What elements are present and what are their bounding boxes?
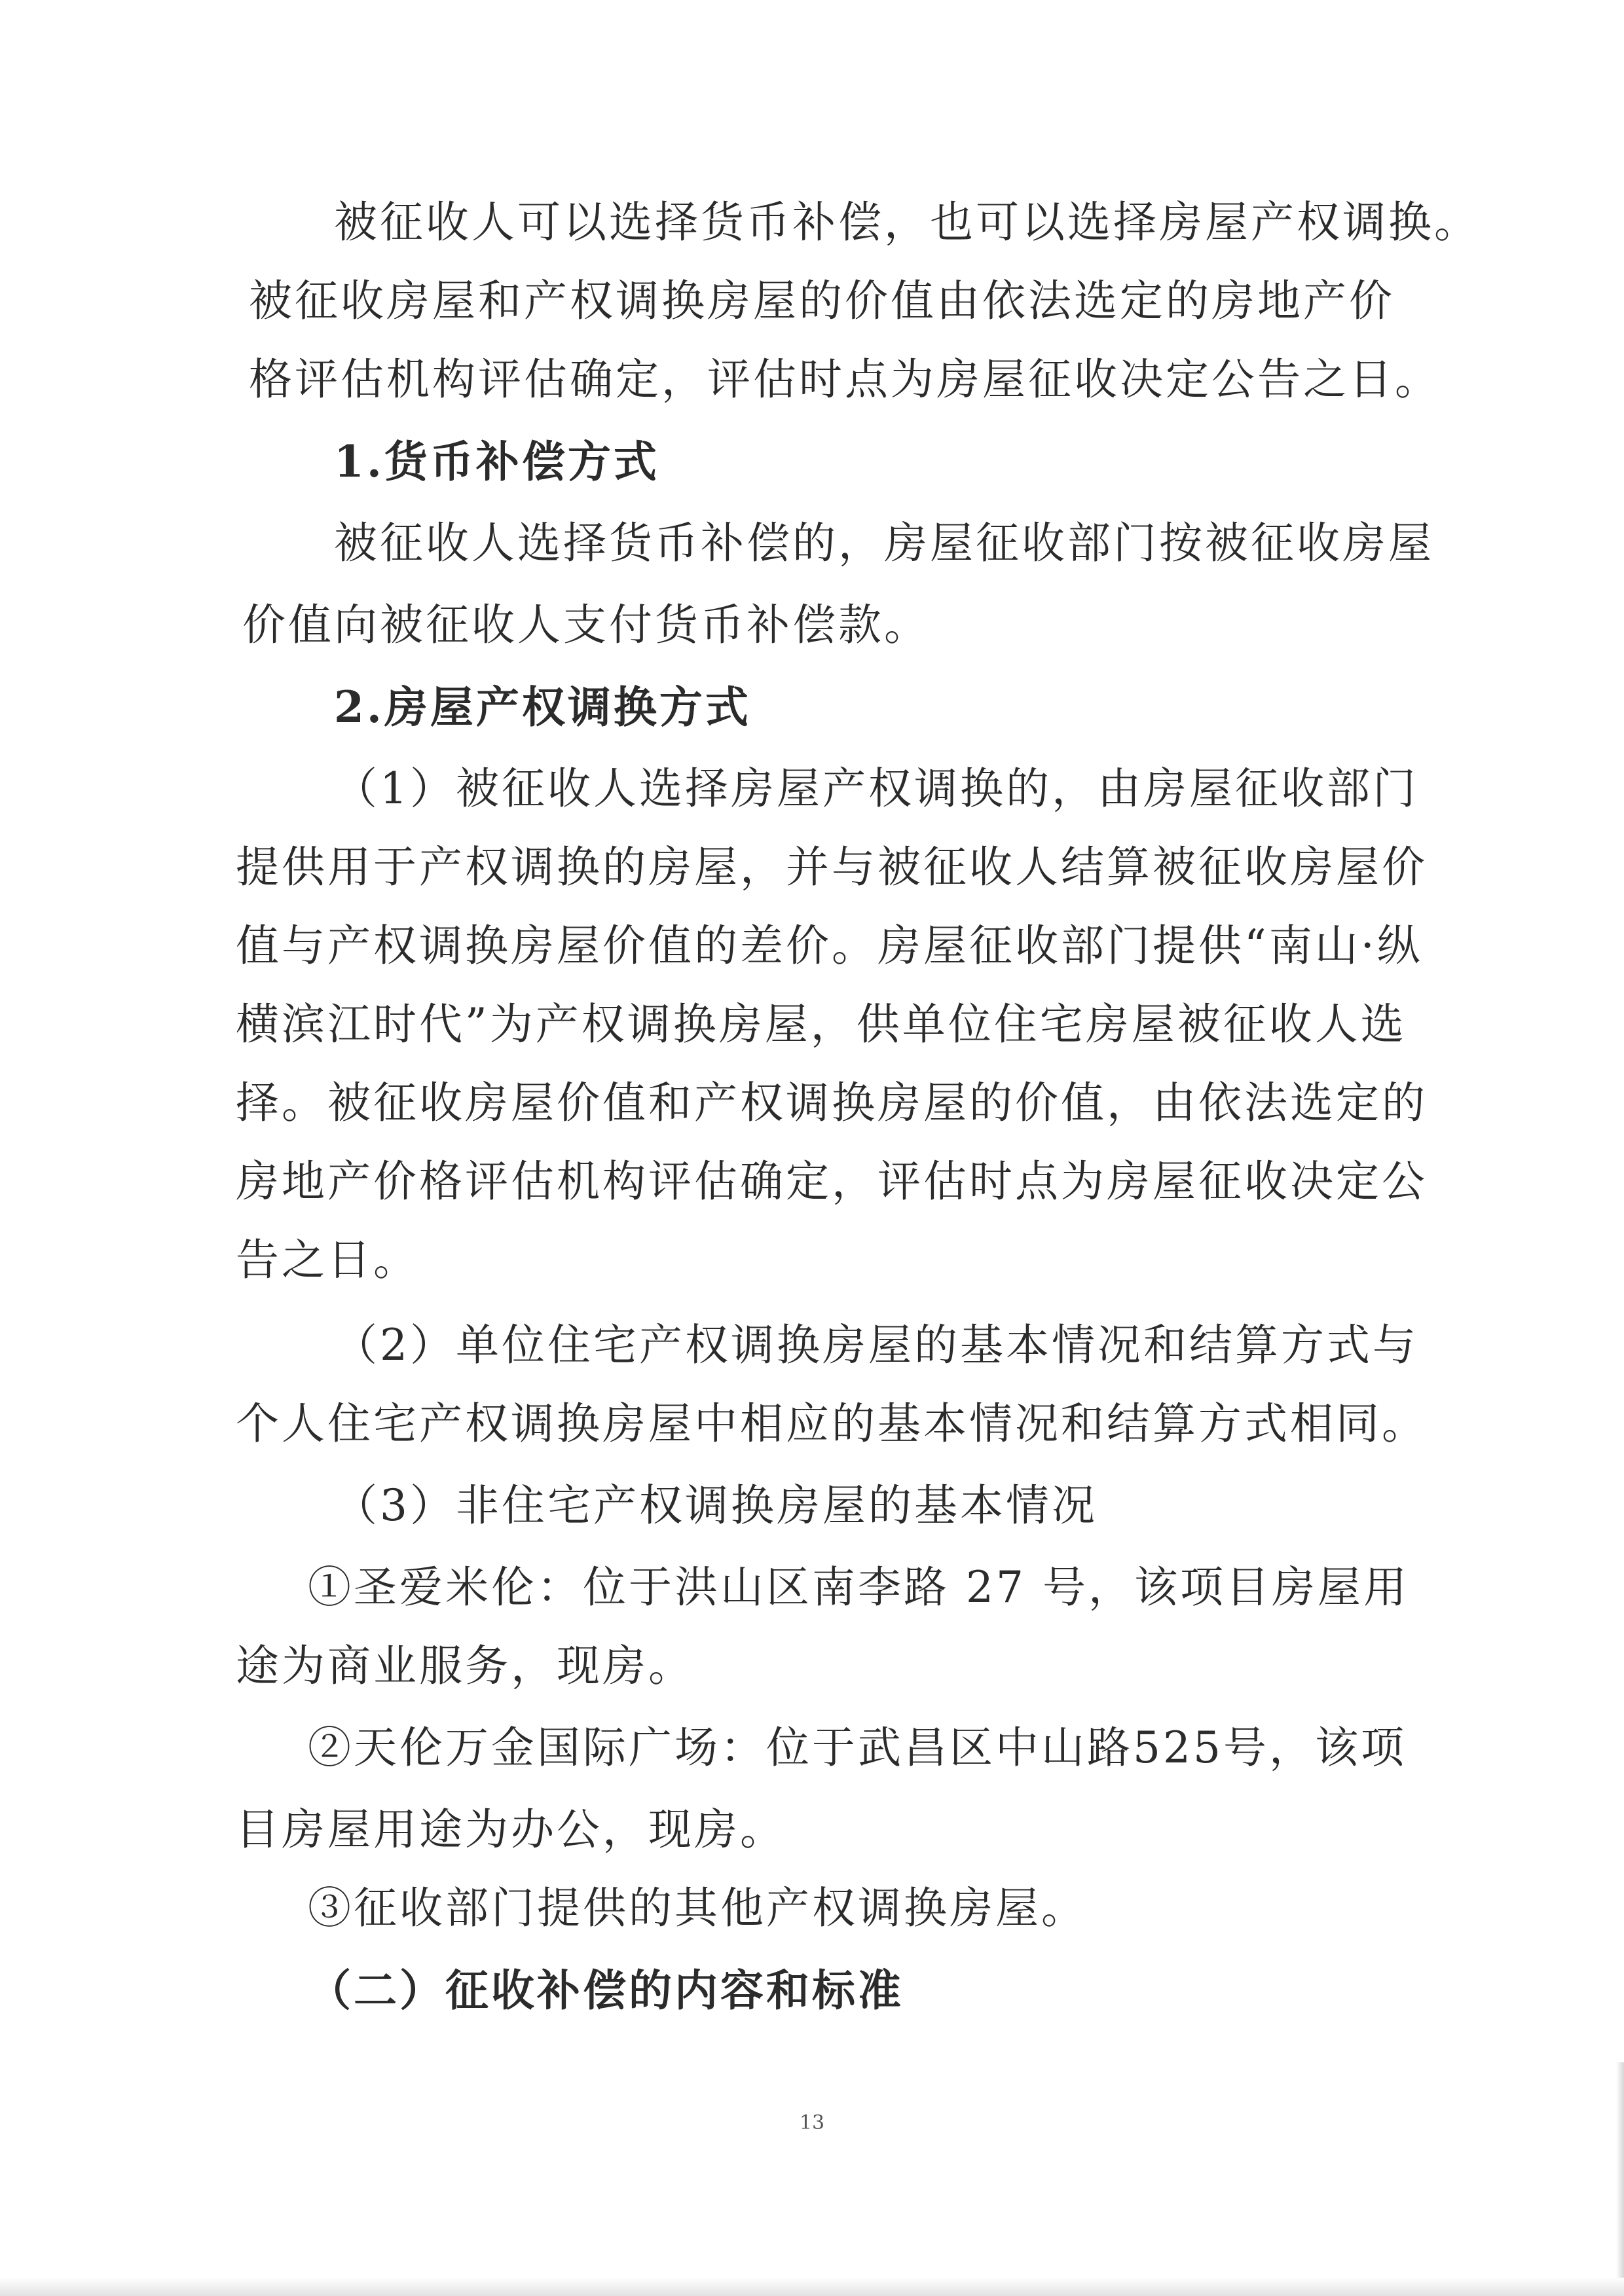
paragraph-line: 个人住宅产权调换房屋中相应的基本情况和结算方式相同。 xyxy=(236,1398,1428,1449)
paragraph-line: 目房屋用途为办公，现房。 xyxy=(236,1804,786,1855)
section-heading-3: （二）征收补偿的内容和标准 xyxy=(308,1965,904,2016)
scan-edge-shadow xyxy=(0,2278,1624,2296)
section-heading-1: 1.货币补偿方式 xyxy=(334,436,659,487)
section-heading-2: 2.房屋产权调换方式 xyxy=(334,682,751,733)
scan-edge-shadow xyxy=(1616,2062,1624,2296)
paragraph-line: 被征收房屋和产权调换房屋的价值由依法选定的房地产价 xyxy=(249,276,1395,326)
paragraph-line: ②天伦万金国际广场：位于武昌区中山路525号，该项 xyxy=(308,1722,1407,1773)
paragraph-line: 格评估机构评估确定，评估时点为房屋征收决定公告之日。 xyxy=(249,354,1441,405)
paragraph-line: ③征收部门提供的其他产权调换房屋。 xyxy=(308,1883,1087,1933)
page-number: 13 xyxy=(799,2111,825,2134)
paragraph-line: 被征收人选择货币补偿的，房屋征收部门按被征收房屋 xyxy=(334,518,1434,568)
paragraph-line: 告之日。 xyxy=(236,1235,419,1285)
paragraph-line: 提供用于产权调换的房屋，并与被征收人结算被征收房屋价 xyxy=(236,842,1428,892)
paragraph-line: （3）非住宅产权调换房屋的基本情况 xyxy=(334,1480,1098,1531)
paragraph-line: 途为商业服务，现房。 xyxy=(236,1641,694,1691)
paragraph-line: ①圣爱米伦：位于洪山区南李路 27 号，该项目房屋用 xyxy=(308,1562,1409,1613)
paragraph-line: 择。被征收房屋价值和产权调换房屋的价值，由依法选定的 xyxy=(236,1078,1428,1128)
paragraph-line: 价值向被征收人支付货币补偿款。 xyxy=(242,600,930,650)
paragraph-line: 横滨江时代”为产权调换房屋，供单位住宅房屋被征收人选 xyxy=(236,999,1407,1049)
paragraph-line: 被征收人可以选择货币补偿，也可以选择房屋产权调换。 xyxy=(334,197,1480,247)
paragraph-line: （2）单位住宅产权调换房屋的基本情况和结算方式与 xyxy=(334,1320,1418,1370)
paragraph-line: （1）被征收人选择房屋产权调换的，由房屋征收部门 xyxy=(334,763,1418,814)
paragraph-line: 值与产权调换房屋价值的差价。房屋征收部门提供“南山·纵 xyxy=(236,920,1423,971)
paragraph-line: 房地产价格评估机构评估确定，评估时点为房屋征收决定公 xyxy=(236,1156,1428,1207)
